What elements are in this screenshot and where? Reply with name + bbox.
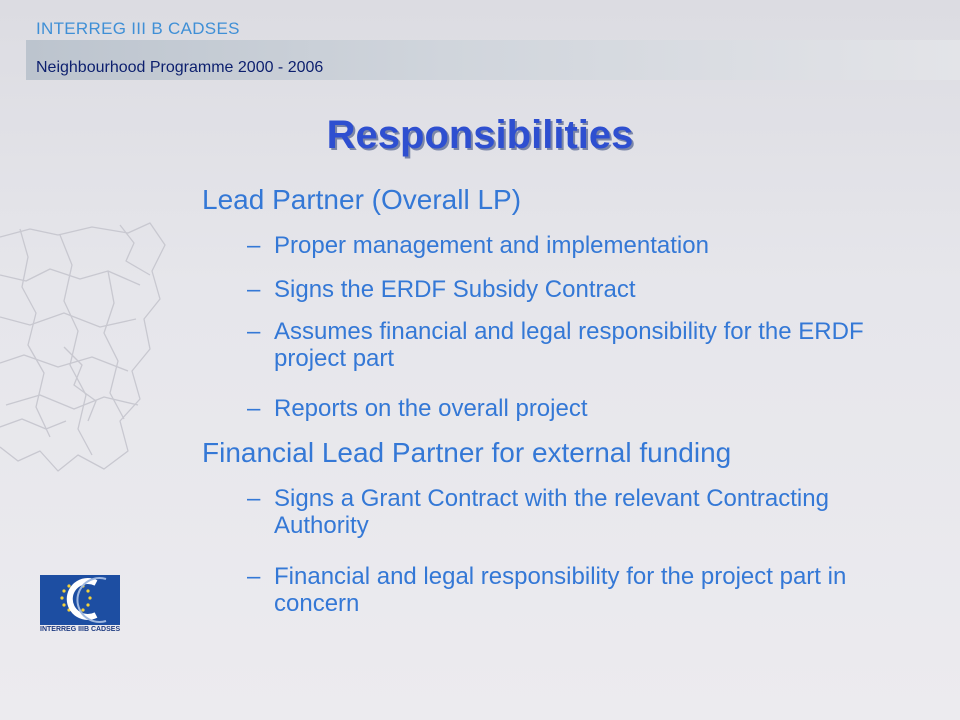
dash-bullet: – — [247, 395, 261, 422]
dash-bullet: – — [247, 563, 261, 590]
list-item-text: Reports on the overall project — [274, 395, 588, 422]
list-item-text: Proper management and implementation — [274, 232, 709, 259]
programme-name: Neighbourhood Programme 2000 - 2006 — [36, 59, 324, 76]
dash-bullet: – — [247, 318, 261, 345]
logo-caption: INTERREG IIIB CADSES — [40, 626, 121, 633]
list-item — [247, 232, 927, 259]
list-item — [247, 485, 927, 539]
dash-bullet: – — [247, 485, 261, 512]
section-heading-financial-lead-partner: Financial Lead Partner for external funding — [202, 437, 732, 468]
list-item-text: Signs the ERDF Subsidy Contract — [274, 276, 636, 303]
list-item — [247, 318, 927, 372]
interreg-logo — [40, 575, 120, 635]
section-heading-lead-partner: Lead Partner (Overall LP) — [202, 184, 522, 215]
dash-bullet: – — [247, 232, 261, 259]
list-item-text: Signs a Grant Contract with the relevant Contracting Authority — [274, 485, 829, 539]
map-background — [0, 215, 170, 475]
list-item-text: Assumes financial and legal responsibility for the ERDF project part — [274, 318, 864, 372]
slide-title: Responsibilities — [326, 113, 634, 157]
dash-bullet: – — [247, 276, 261, 303]
list-item — [247, 395, 927, 422]
logo-emblem — [40, 575, 120, 625]
list-item-text: Financial and legal responsibility for the project part in concern — [274, 563, 847, 617]
eu-stars-icon — [40, 575, 120, 625]
list-item — [247, 276, 927, 303]
org-name: INTERREG III B CADSES — [36, 19, 240, 38]
list-item — [247, 563, 927, 617]
